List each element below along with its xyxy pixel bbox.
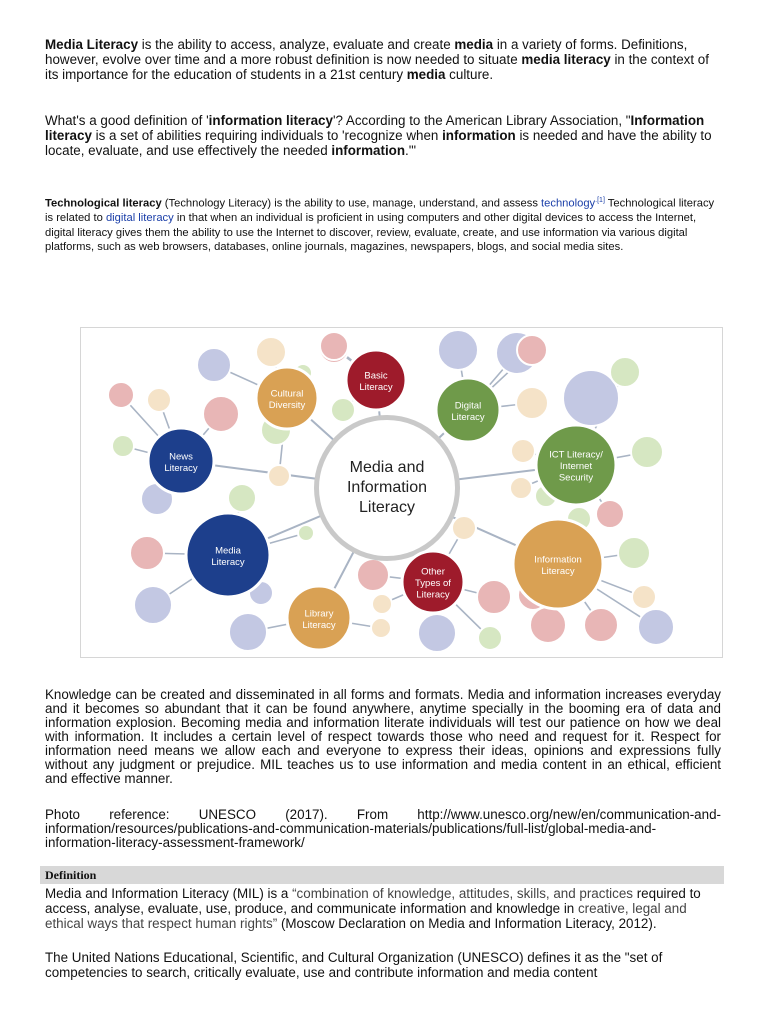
decorative-node — [510, 477, 532, 499]
hub-node-label: Cultural — [270, 388, 304, 400]
mil-diagram — [80, 327, 723, 658]
decorative-node — [197, 348, 231, 382]
hub-node-label: Literacy — [164, 462, 198, 474]
decorative-node — [203, 396, 239, 432]
hub-node-label: Diversity — [268, 399, 306, 411]
quoted-text: “combination of knowledge, attitudes, skills, and practices — [292, 886, 633, 901]
text-run: Photo reference: UNESCO (2017). From http://www.unesco.org/new/en/communication-and-information/resources/publications-and-communication-materials/publications/full-list/global-media-and-information-literacy-assessment-framework/ — [45, 807, 721, 850]
decorative-node — [418, 614, 456, 652]
definition-heading: Definition — [45, 868, 97, 882]
decorative-node — [108, 382, 134, 408]
decorative-node — [638, 609, 674, 645]
term-link[interactable]: technology — [541, 197, 596, 210]
decorative-node — [452, 516, 476, 540]
text-run: in a variety of forms. Definitions, however, evolve over time and a more robust definition is now needed to situate — [45, 37, 688, 67]
hub-node-label: Media — [215, 545, 241, 557]
decorative-node — [372, 594, 392, 614]
text-run: culture. — [445, 67, 494, 82]
text-run: in the context of its importance for the education of students in a 21st century — [45, 52, 709, 82]
decorative-node — [618, 537, 650, 569]
decorative-node — [371, 618, 391, 638]
hub-node-label: Literacy — [541, 565, 575, 577]
bold-term: media — [406, 67, 446, 82]
decorative-node — [331, 398, 355, 422]
center-node-label: Literacy — [358, 499, 416, 516]
hub-node-label: Library — [304, 608, 334, 620]
decorative-node — [298, 525, 314, 541]
text-run: in that when an individual is proficient in using computers and other digital devices to access the Internet, digital literacy gives them the ability to use the Internet to discover, review, evaluate, create, and use information via various digital platforms, such as web browsers, databases, online journals, magazines, newspapers, blogs, and social media sites. — [45, 212, 697, 254]
hub-node-label: Internet — [559, 461, 593, 472]
decorative-node — [147, 388, 171, 412]
bold-term: information — [331, 143, 406, 158]
hub-node-library-literacy — [287, 586, 351, 650]
hub-node-label: Information — [534, 554, 582, 566]
decorative-node — [632, 585, 656, 609]
hub-node-label: Literacy — [359, 381, 393, 393]
text-run: Knowledge can be created and disseminated in all forms and formats. Media and information increases everyday and it becomes so abundant that it can be found anywhere, anytime specially in the booming era of data and information explosion. Becoming media and information literate individuals will test our patience on how we deal with information. It includes a certain level of respect towards those who need and request for it. Respect for information need means we allow each and everyone to express their ideas, opinions and expressions fully without any judgment or prejudice. MIL teaches us to use information and media content in an ethical, efficient and effective manner. — [45, 687, 721, 786]
text-run: required to access, analyse, evaluate, use, produce, and communicate information and knowledge in — [45, 886, 701, 916]
hub-node-label: Literacy — [302, 619, 336, 631]
hub-node-ict-literacy — [536, 425, 616, 505]
text-run: (Technology Literacy) is the ability to use, manage, understand, and assess — [161, 197, 542, 210]
quoted-text: creative, legal and ethical ways that respect human rights” — [45, 901, 687, 931]
hub-node-label: News — [169, 451, 193, 463]
decorative-node — [228, 484, 256, 512]
bold-term: information literacy — [208, 113, 333, 128]
decorative-node — [478, 626, 502, 650]
decorative-node — [511, 439, 535, 463]
hub-node-basic-literacy — [346, 350, 406, 410]
decorative-node — [438, 330, 478, 370]
text-run: .'" — [405, 143, 417, 158]
text-run: '? According to the American Library Association, " — [332, 113, 631, 128]
decorative-node — [229, 613, 267, 651]
bold-term: Information literacy — [45, 113, 705, 143]
decorative-node — [596, 500, 624, 528]
decorative-node — [134, 586, 172, 624]
hub-node-digital-literacy — [436, 378, 500, 442]
decorative-node — [130, 536, 164, 570]
hub-node-label: Literacy — [416, 589, 450, 601]
hub-node-label: Basic — [364, 370, 388, 382]
decorative-node — [320, 332, 348, 360]
hub-node-information-literacy — [513, 519, 603, 609]
knowledge-paragraph — [45, 688, 721, 786]
media-literacy-paragraph — [45, 37, 721, 82]
text-run: is a set of abilities requiring individuals to 'recognize when — [91, 128, 443, 143]
term-link[interactable]: digital literacy — [105, 212, 174, 225]
information-literacy-paragraph — [45, 113, 721, 158]
technological-literacy-paragraph — [45, 194, 721, 255]
text-run: The United Nations Educational, Scientific, and Cultural Organization (UNESCO) defines it as the "set of competencies to search, critically evaluate, use and contribute information and media content — [45, 950, 663, 980]
decorative-node — [477, 580, 511, 614]
hub-node-news-literacy — [148, 428, 214, 494]
text-run: Media and Information Literacy (MIL) is a — [45, 886, 293, 901]
text-run: Technological literacy is related to — [45, 197, 715, 225]
decorative-node — [268, 465, 290, 487]
unesco-definition-paragraph — [45, 950, 721, 980]
bold-term: Technological literacy — [45, 197, 162, 210]
hub-node-label: Literacy — [451, 411, 485, 423]
hub-node-label: Types of — [415, 578, 451, 589]
decorative-node — [610, 357, 640, 387]
text-run: What's a good definition of ' — [45, 113, 209, 128]
decorative-node — [112, 435, 134, 457]
text-run: (Moscow Declaration on Media and Information Literacy, 2012). — [277, 916, 657, 931]
definition-heading-bar — [40, 866, 724, 884]
decorative-node — [357, 559, 389, 591]
mil-definition-paragraph — [45, 886, 721, 931]
bold-term: information — [442, 128, 516, 143]
hub-node-other-types — [402, 551, 464, 613]
decorative-node — [517, 335, 547, 365]
text-run: is needed and have the ability to locate, evaluate, and use effectively the needed — [45, 128, 712, 158]
decorative-node — [584, 608, 618, 642]
center-node-label: Information — [346, 479, 428, 496]
hub-node-cultural-diversity — [256, 367, 318, 429]
hub-node-media-literacy — [186, 513, 270, 597]
citation-ref: .[1] — [595, 197, 605, 204]
decorative-node — [631, 436, 663, 468]
photo-reference — [45, 808, 721, 850]
center-node-label: Media and — [349, 459, 425, 476]
hub-node-label: Security — [558, 472, 594, 484]
decorative-node — [516, 387, 548, 419]
hub-node-label: Digital — [454, 400, 482, 412]
decorative-node — [256, 337, 286, 367]
bold-term: Media Literacy — [45, 37, 139, 52]
bold-term: media literacy — [521, 52, 611, 67]
hub-node-label: Literacy — [211, 556, 245, 568]
text-run: is the ability to access, analyze, evaluate and create — [138, 37, 455, 52]
decorative-node — [530, 607, 566, 643]
bold-term: media — [454, 37, 494, 52]
hub-node-label: Other — [421, 566, 445, 578]
hub-node-label: ICT Literacy/ — [549, 449, 603, 461]
